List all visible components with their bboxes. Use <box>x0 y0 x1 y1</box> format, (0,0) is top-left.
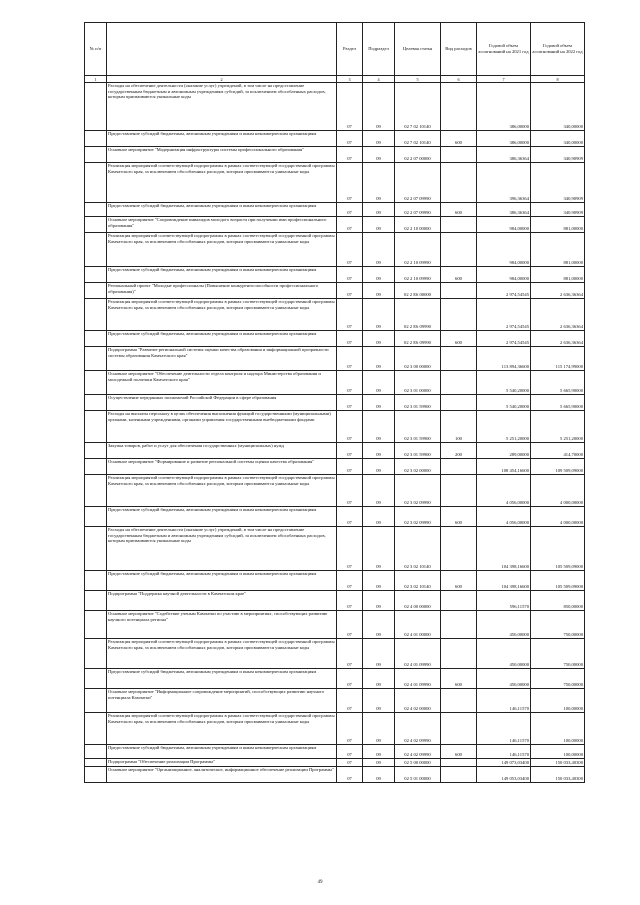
cell-num <box>85 527 107 571</box>
cell-num <box>85 475 107 507</box>
cell-num <box>85 395 107 411</box>
cell-amount-2021: 104 398,16600 <box>477 571 531 591</box>
table-row <box>85 411 585 443</box>
cell-podrazdel: 09 <box>363 371 395 395</box>
cell-num <box>85 299 107 331</box>
cell-target-article: 02 2 10 09990 <box>395 233 441 267</box>
cell-amount-2021: 2 974,54545 <box>477 299 531 331</box>
table-row <box>85 347 585 371</box>
cell-amount-2021: 596,11570 <box>477 591 531 611</box>
cell-razdel: 07 <box>337 571 363 591</box>
cell-target-article: 02 2 10 00000 <box>395 217 441 233</box>
cell-target-article: 02 3 01 59900 <box>395 395 441 411</box>
table-row <box>85 459 585 475</box>
cell-amount-2021: 4 056,00000 <box>477 475 531 507</box>
cell-name: Основное мероприятие "Обеспечение деятельности отдела контроля и надзора Министерства образования и молодежной политики Камчатского края" <box>107 371 337 395</box>
cell-podrazdel: 09 <box>363 283 395 299</box>
cell-razdel: 07 <box>337 299 363 331</box>
cell-num <box>85 639 107 669</box>
cell-expense-type <box>441 759 477 767</box>
cell-name: Основное мероприятие "Организационное, аналитическое, информационное обеспечение реализации Программы" <box>107 767 337 783</box>
cell-podrazdel: 09 <box>363 713 395 745</box>
cell-target-article: 02 5 00 00000 <box>395 759 441 767</box>
colnum: 7 <box>477 76 531 83</box>
header-name <box>107 23 337 76</box>
cell-razdel: 07 <box>337 591 363 611</box>
cell-razdel: 07 <box>337 233 363 267</box>
cell-razdel: 07 <box>337 395 363 411</box>
table-header-row <box>85 23 585 76</box>
table-row <box>85 475 585 507</box>
cell-podrazdel: 09 <box>363 639 395 669</box>
table-row <box>85 443 585 459</box>
table-row <box>85 131 585 147</box>
cell-name: Основное мероприятие "Сопровождение инвалидов молодого возраста при получении ими профессионального образования" <box>107 217 337 233</box>
cell-target-article: 02 4 01 09990 <box>395 669 441 689</box>
cell-target-article: 02 2 07 00000 <box>395 147 441 163</box>
cell-num <box>85 371 107 395</box>
header-amount-2022: Годовой объем ассигнований на 2022 год <box>531 23 585 76</box>
cell-amount-2021: 984,00000 <box>477 217 531 233</box>
cell-num <box>85 203 107 217</box>
table-row <box>85 767 585 783</box>
cell-amount-2021: 5 540,20000 <box>477 371 531 395</box>
cell-amount-2022: 5 251,20000 <box>531 411 585 443</box>
cell-target-article: 02 5 01 00000 <box>395 767 441 783</box>
cell-expense-type <box>441 163 477 203</box>
cell-name: Реализация мероприятий соответствующей подпрограммы в рамках соответствующей государственной программы Камчатского края, за исключением обособленных расходов, которым присваиваются уникальные коды <box>107 713 337 745</box>
cell-expense-type <box>441 283 477 299</box>
cell-num <box>85 571 107 591</box>
cell-razdel: 07 <box>337 131 363 147</box>
colnum: 4 <box>363 76 395 83</box>
cell-razdel: 07 <box>337 527 363 571</box>
cell-num <box>85 611 107 639</box>
budget-table <box>84 22 585 783</box>
cell-amount-2022: 4 000,00000 <box>531 507 585 527</box>
colnum: 1 <box>85 76 107 83</box>
cell-podrazdel: 09 <box>363 347 395 371</box>
cell-name: Региональный проект "Молодые профессионалы (Повышение конкурентоспособности профессионального образования)" <box>107 283 337 299</box>
cell-name: Реализация мероприятий соответствующей подпрограммы в рамках соответствующей государственной программы Камчатского края, за исключением обособленных расходов, которым присваиваются уникальные коды <box>107 475 337 507</box>
cell-name: Предоставление субсидий бюджетным, автономным учреждениям и иным некоммерческим организациям <box>107 507 337 527</box>
header-num: № п/п <box>85 23 107 76</box>
cell-amount-2022: 100,00000 <box>531 745 585 759</box>
cell-target-article: 02 4 02 09990 <box>395 713 441 745</box>
cell-expense-type <box>441 459 477 475</box>
cell-num <box>85 507 107 527</box>
cell-amount-2022: 750,00000 <box>531 611 585 639</box>
cell-amount-2021: 289,00000 <box>477 443 531 459</box>
cell-amount-2021: 149 073,03400 <box>477 759 531 767</box>
cell-razdel: 07 <box>337 163 363 203</box>
cell-name: Предоставление субсидий бюджетным, автономным учреждениям и иным некоммерческим организациям <box>107 331 337 347</box>
cell-podrazdel: 09 <box>363 331 395 347</box>
cell-razdel: 07 <box>337 347 363 371</box>
cell-podrazdel: 09 <box>363 147 395 163</box>
table-row <box>85 591 585 611</box>
table-row <box>85 147 585 163</box>
cell-num <box>85 689 107 713</box>
cell-expense-type: 600 <box>441 267 477 283</box>
cell-razdel: 07 <box>337 283 363 299</box>
table-row <box>85 83 585 131</box>
cell-amount-2022: 2 636,36364 <box>531 283 585 299</box>
cell-target-article: 02 3 02 10140 <box>395 527 441 571</box>
cell-name: Реализация мероприятий соответствующей подпрограммы в рамках соответствующей государственной программы Камчатского края, за исключением обособленных расходов, которым присваиваются уникальные коды <box>107 163 337 203</box>
header-podrazdel: Подраздел <box>363 23 395 76</box>
cell-podrazdel: 09 <box>363 689 395 713</box>
header-expense-type: Вид расходов <box>441 23 477 76</box>
cell-amount-2022: 150 033,40300 <box>531 767 585 783</box>
cell-amount-2022: 340,90909 <box>531 163 585 203</box>
cell-amount-2022: 881,00000 <box>531 267 585 283</box>
cell-expense-type: 600 <box>441 745 477 759</box>
cell-podrazdel: 09 <box>363 267 395 283</box>
cell-num <box>85 767 107 783</box>
cell-expense-type <box>441 217 477 233</box>
cell-num <box>85 669 107 689</box>
cell-expense-type <box>441 767 477 783</box>
cell-name: Основное мероприятие "Информационное сопровождение мероприятий, способствующих развитию научного потенциала Камчатки" <box>107 689 337 713</box>
cell-podrazdel: 09 <box>363 233 395 267</box>
cell-num <box>85 283 107 299</box>
cell-razdel: 07 <box>337 267 363 283</box>
cell-razdel: 07 <box>337 331 363 347</box>
cell-num <box>85 331 107 347</box>
cell-name: Подпрограмма "Поддержка научной деятельности в Камчатском крае" <box>107 591 337 611</box>
cell-amount-2021: 108 454,16600 <box>477 459 531 475</box>
cell-razdel: 07 <box>337 669 363 689</box>
cell-target-article: 02 3 01 59900 <box>395 443 441 459</box>
cell-target-article: 02 2 07 09990 <box>395 203 441 217</box>
cell-name: Подпрограмма "Обеспечение реализации Программы" <box>107 759 337 767</box>
cell-amount-2021: 450,00000 <box>477 611 531 639</box>
table-row <box>85 669 585 689</box>
header-amount-2021: Годовой объем ассигнований на 2021 год <box>477 23 531 76</box>
table-row <box>85 611 585 639</box>
cell-num <box>85 163 107 203</box>
cell-name: Расходы на выплаты персоналу в целях обеспечения выполнения функций государственными (муниципальными) органами, казенными учреждениями, органами управления государственными внебюджетными фондами <box>107 411 337 443</box>
cell-expense-type: 600 <box>441 507 477 527</box>
cell-num <box>85 233 107 267</box>
cell-expense-type <box>441 713 477 745</box>
page-number: 49 <box>317 880 323 885</box>
cell-podrazdel: 09 <box>363 299 395 331</box>
cell-expense-type: 600 <box>441 131 477 147</box>
cell-podrazdel: 09 <box>363 163 395 203</box>
cell-razdel: 07 <box>337 745 363 759</box>
cell-razdel: 07 <box>337 713 363 745</box>
cell-name: Предоставление субсидий бюджетным, автономным учреждениям и иным некоммерческим организациям <box>107 571 337 591</box>
cell-amount-2021: 146,11570 <box>477 689 531 713</box>
cell-razdel: 07 <box>337 759 363 767</box>
cell-num <box>85 267 107 283</box>
cell-amount-2022: 5 665,90000 <box>531 371 585 395</box>
cell-amount-2021: 5 251,20000 <box>477 411 531 443</box>
cell-podrazdel: 09 <box>363 83 395 131</box>
cell-razdel: 07 <box>337 203 363 217</box>
cell-razdel: 07 <box>337 217 363 233</box>
table-row <box>85 371 585 395</box>
cell-expense-type: 600 <box>441 669 477 689</box>
cell-podrazdel: 09 <box>363 475 395 507</box>
table-row <box>85 267 585 283</box>
cell-name: Закупка товаров, работ и услуг для обеспечения государственных (муниципальных) нужд <box>107 443 337 459</box>
cell-expense-type: 100 <box>441 411 477 443</box>
cell-expense-type: 200 <box>441 443 477 459</box>
cell-target-article: 02 7 02 10140 <box>395 83 441 131</box>
cell-amount-2021: 2 974,54545 <box>477 331 531 347</box>
cell-podrazdel: 09 <box>363 395 395 411</box>
cell-expense-type <box>441 299 477 331</box>
cell-amount-2022: 4 000,00000 <box>531 475 585 507</box>
cell-amount-2022: 881,00000 <box>531 233 585 267</box>
cell-amount-2022: 340,90909 <box>531 147 585 163</box>
cell-amount-2021: 2 974,54545 <box>477 283 531 299</box>
column-number-row <box>85 76 585 83</box>
cell-target-article: 02 4 02 00000 <box>395 689 441 713</box>
cell-amount-2021: 4 056,00000 <box>477 507 531 527</box>
cell-amount-2022: 750,00000 <box>531 639 585 669</box>
cell-amount-2021: 396,36364 <box>477 163 531 203</box>
colnum: 2 <box>107 76 337 83</box>
table-row <box>85 299 585 331</box>
budget-table-page <box>84 22 584 783</box>
cell-podrazdel: 09 <box>363 411 395 443</box>
cell-num <box>85 459 107 475</box>
cell-name: Осуществление переданных полномочий Российской Федерации в сфере образования <box>107 395 337 411</box>
cell-num <box>85 131 107 147</box>
cell-podrazdel: 09 <box>363 767 395 783</box>
cell-expense-type <box>441 527 477 571</box>
cell-target-article: 02 2 E6 09990 <box>395 299 441 331</box>
cell-razdel: 07 <box>337 83 363 131</box>
cell-name: Предоставление субсидий бюджетным, автономным учреждениям и иным некоммерческим организациям <box>107 131 337 147</box>
cell-target-article: 02 3 02 00000 <box>395 459 441 475</box>
cell-name: Основное мероприятие "Модернизация инфраструктуры системы профессионального образования" <box>107 147 337 163</box>
cell-podrazdel: 09 <box>363 611 395 639</box>
cell-podrazdel: 09 <box>363 217 395 233</box>
cell-name: Основное мероприятие "Содействие ученым Камчатки по участию в мероприятиях, способствующих развитию научного потенциала региона" <box>107 611 337 639</box>
cell-amount-2022: 850,00000 <box>531 591 585 611</box>
cell-target-article: 02 4 00 00000 <box>395 591 441 611</box>
cell-amount-2021: 386,00000 <box>477 131 531 147</box>
cell-name: Предоставление субсидий бюджетным, автономным учреждениям и иным некоммерческим организациям <box>107 745 337 759</box>
cell-podrazdel: 09 <box>363 131 395 147</box>
cell-expense-type <box>441 395 477 411</box>
cell-expense-type <box>441 233 477 267</box>
cell-podrazdel: 09 <box>363 443 395 459</box>
cell-razdel: 07 <box>337 611 363 639</box>
cell-podrazdel: 09 <box>363 507 395 527</box>
cell-amount-2021: 146,11570 <box>477 745 531 759</box>
cell-amount-2022: 109 509,09000 <box>531 459 585 475</box>
colnum: 5 <box>395 76 441 83</box>
cell-expense-type <box>441 611 477 639</box>
cell-amount-2021: 146,11570 <box>477 713 531 745</box>
cell-podrazdel: 09 <box>363 571 395 591</box>
cell-name: Предоставление субсидий бюджетным, автономным учреждениям и иным некоммерческим организациям <box>107 669 337 689</box>
cell-num <box>85 443 107 459</box>
cell-target-article: 02 3 01 00000 <box>395 371 441 395</box>
cell-amount-2022: 100,00000 <box>531 713 585 745</box>
cell-expense-type <box>441 83 477 131</box>
cell-num <box>85 83 107 131</box>
table-row <box>85 233 585 267</box>
table-row <box>85 283 585 299</box>
cell-target-article: 02 4 01 00000 <box>395 611 441 639</box>
cell-expense-type <box>441 147 477 163</box>
cell-target-article: 02 3 02 10140 <box>395 571 441 591</box>
cell-amount-2021: 450,00000 <box>477 669 531 689</box>
cell-amount-2022: 105 509,09000 <box>531 571 585 591</box>
cell-expense-type: 600 <box>441 571 477 591</box>
cell-name: Расходы на обеспечение деятельности (оказание услуг) учреждений, в том числе на предоставление государственным бюджетным и автономным учреждениям субсидий, за исключением обособленных расходов, которым присваиваются уникальные коды <box>107 83 337 131</box>
cell-razdel: 07 <box>337 371 363 395</box>
table-row <box>85 507 585 527</box>
table-row <box>85 527 585 571</box>
cell-razdel: 07 <box>337 689 363 713</box>
cell-target-article: 02 4 01 09990 <box>395 639 441 669</box>
cell-num <box>85 591 107 611</box>
cell-num <box>85 745 107 759</box>
cell-target-article: 02 4 02 09990 <box>395 745 441 759</box>
cell-target-article: 02 2 E6 09990 <box>395 331 441 347</box>
cell-target-article: 02 2 10 09990 <box>395 267 441 283</box>
cell-razdel: 07 <box>337 639 363 669</box>
cell-num <box>85 217 107 233</box>
table-row <box>85 395 585 411</box>
cell-name: Предоставление субсидий бюджетным, автономным учреждениям и иным некоммерческим организациям <box>107 267 337 283</box>
cell-amount-2022: 115 174,99000 <box>531 347 585 371</box>
cell-name: Расходы на обеспечение деятельности (оказание услуг) учреждений, в том числе на предоставление государственным бюджетным и автономным учреждениям субсидий, за исключением обособленных расходов, которым присваиваются уникальные коды <box>107 527 337 571</box>
cell-amount-2022: 414,70000 <box>531 443 585 459</box>
cell-amount-2021: 104 398,16600 <box>477 527 531 571</box>
cell-expense-type <box>441 689 477 713</box>
cell-amount-2022: 2 636,36364 <box>531 331 585 347</box>
table-row <box>85 639 585 669</box>
cell-expense-type <box>441 639 477 669</box>
cell-podrazdel: 09 <box>363 759 395 767</box>
table-row <box>85 163 585 203</box>
cell-name: Подпрограмма "Развитие региональной системы оценки качества образования и информационной прозрачности системы образования Камчатского края" <box>107 347 337 371</box>
cell-expense-type: 600 <box>441 331 477 347</box>
cell-target-article: 02 2 07 09990 <box>395 163 441 203</box>
cell-amount-2022: 881,00000 <box>531 217 585 233</box>
cell-name: Реализация мероприятий соответствующей подпрограммы в рамках соответствующей государственной программы Камчатского края, за исключением обособленных расходов, которым присваиваются уникальные коды <box>107 639 337 669</box>
header-razdel: Раздел <box>337 23 363 76</box>
cell-amount-2021: 386,36364 <box>477 203 531 217</box>
table-row <box>85 203 585 217</box>
cell-name: Предоставление субсидий бюджетным, автономным учреждениям и иным некоммерческим организациям <box>107 203 337 217</box>
cell-amount-2022: 100,00000 <box>531 689 585 713</box>
cell-razdel: 07 <box>337 411 363 443</box>
cell-target-article: 02 3 02 09990 <box>395 475 441 507</box>
cell-amount-2021: 5 540,20000 <box>477 395 531 411</box>
cell-podrazdel: 09 <box>363 591 395 611</box>
cell-amount-2022: 150 033,40300 <box>531 759 585 767</box>
table-row <box>85 571 585 591</box>
cell-amount-2021: 386,00000 <box>477 83 531 131</box>
cell-amount-2022: 750,00000 <box>531 669 585 689</box>
cell-amount-2021: 984,00000 <box>477 233 531 267</box>
cell-target-article: 02 7 02 10140 <box>395 131 441 147</box>
cell-amount-2022: 5 665,90000 <box>531 395 585 411</box>
cell-num <box>85 411 107 443</box>
cell-razdel: 07 <box>337 767 363 783</box>
cell-podrazdel: 09 <box>363 527 395 571</box>
cell-amount-2022: 340,00000 <box>531 83 585 131</box>
table-row <box>85 745 585 759</box>
cell-target-article: 02 3 01 59900 <box>395 411 441 443</box>
cell-target-article: 02 3 02 09990 <box>395 507 441 527</box>
cell-razdel: 07 <box>337 459 363 475</box>
cell-razdel: 07 <box>337 475 363 507</box>
cell-expense-type: 600 <box>441 203 477 217</box>
cell-expense-type <box>441 371 477 395</box>
cell-target-article: 02 3 00 00000 <box>395 347 441 371</box>
cell-amount-2021: 984,00000 <box>477 267 531 283</box>
cell-razdel: 07 <box>337 147 363 163</box>
colnum: 3 <box>337 76 363 83</box>
cell-num <box>85 713 107 745</box>
table-row <box>85 689 585 713</box>
cell-name: Основное мероприятие "Формирование и развитие региональной системы оценки качества образования" <box>107 459 337 475</box>
cell-expense-type <box>441 591 477 611</box>
colnum: 8 <box>531 76 585 83</box>
cell-num <box>85 147 107 163</box>
colnum: 6 <box>441 76 477 83</box>
cell-target-article: 02 2 E6 00000 <box>395 283 441 299</box>
cell-razdel: 07 <box>337 507 363 527</box>
table-row <box>85 217 585 233</box>
cell-num <box>85 347 107 371</box>
cell-amount-2021: 450,00000 <box>477 639 531 669</box>
header-target-article: Целевая статья <box>395 23 441 76</box>
cell-amount-2022: 340,90909 <box>531 203 585 217</box>
table-row <box>85 331 585 347</box>
cell-amount-2022: 340,00000 <box>531 131 585 147</box>
cell-amount-2021: 386,36364 <box>477 147 531 163</box>
cell-amount-2022: 105 509,09000 <box>531 527 585 571</box>
cell-name: Реализация мероприятий соответствующей подпрограммы в рамках соответствующей государственной программы Камчатского края, за исключением обособленных расходов, которым присваиваются уникальные коды <box>107 299 337 331</box>
table-row <box>85 759 585 767</box>
cell-podrazdel: 09 <box>363 745 395 759</box>
cell-amount-2022: 2 636,36364 <box>531 299 585 331</box>
cell-amount-2021: 113 894,36600 <box>477 347 531 371</box>
cell-podrazdel: 09 <box>363 669 395 689</box>
cell-podrazdel: 09 <box>363 459 395 475</box>
cell-expense-type <box>441 475 477 507</box>
cell-razdel: 07 <box>337 443 363 459</box>
cell-num <box>85 759 107 767</box>
cell-amount-2021: 149 053,03400 <box>477 767 531 783</box>
cell-expense-type <box>441 347 477 371</box>
cell-podrazdel: 09 <box>363 203 395 217</box>
table-row <box>85 713 585 745</box>
cell-name: Реализация мероприятий соответствующей подпрограммы в рамках соответствующей государственной программы Камчатского края, за исключением обособленных расходов, которым присваиваются уникальные коды <box>107 233 337 267</box>
